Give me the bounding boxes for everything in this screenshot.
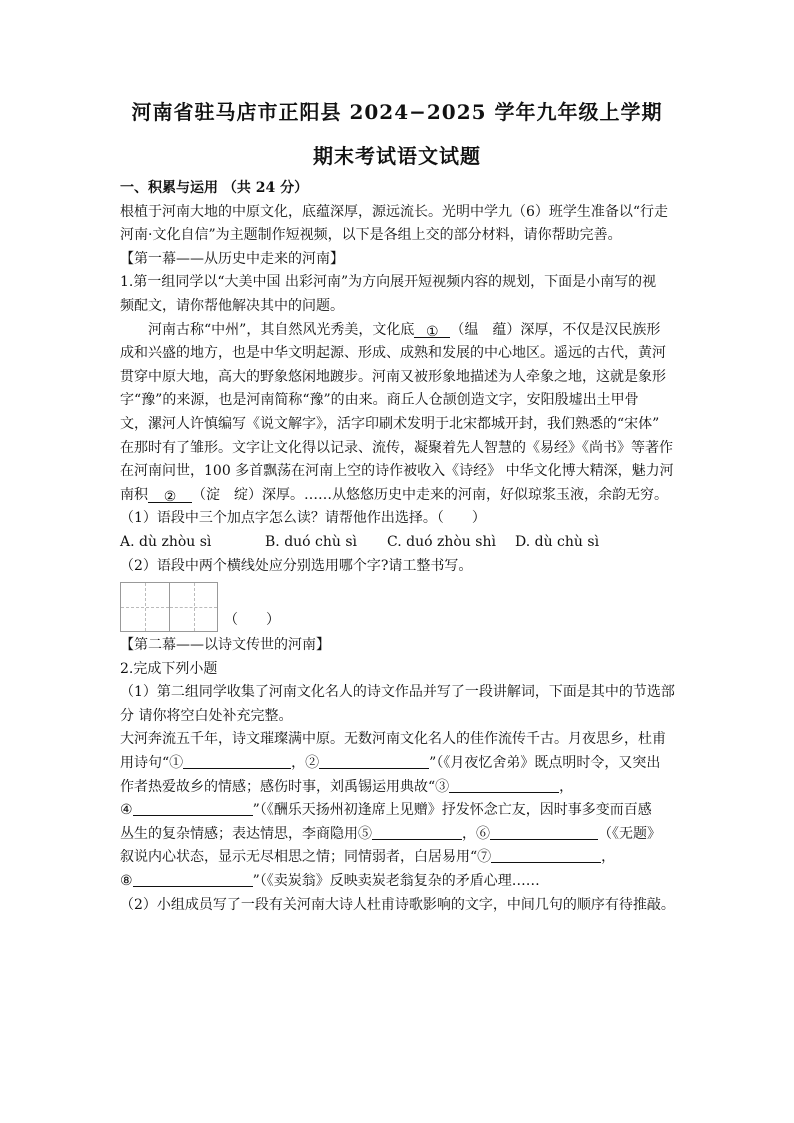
passage-line: 字“豫”的来源，也是河南简称“豫”的由来。商丘人仓颉创造文字，安阳殷墟出土甲骨 — [120, 392, 639, 409]
section-heading: 一、积累与运用 （共 24 分） — [120, 180, 309, 196]
question-line: 2.完成下列小题 — [120, 660, 218, 677]
passage-line: 丛生的复杂情感；表达情思，李商隐用⑤ ，⑥ （《无题》 — [120, 823, 676, 847]
passage-line: 贯穿中原大地，高大的野象悠闲地踱步。河南又被形象地描述为人牵象之地，这就是象形 — [120, 368, 666, 385]
exam-title-line2: 期末考试语文试题 — [313, 144, 481, 168]
option-a[interactable]: A. dù zhòu sì — [120, 533, 212, 550]
passage-line: 南积 ② （淀 绽）深厚。……从悠悠历史中走来的河南，好似琼浆玉液，余韵无穷。 — [120, 486, 668, 505]
writing-cell[interactable] — [121, 583, 169, 631]
question-line: （2）小组成员写了一段有关河南大诗人杜甫诗歌影响的文字，中间几句的顺序有待推敲。 — [120, 896, 675, 913]
exam-body — [120, 177, 676, 917]
blank-1[interactable]: ① — [414, 321, 450, 338]
passage-line: 在河南问世，100 多首飘荡在河南上空的诗作被收入《诗经》 中华文化博大精深，魅力河 — [120, 463, 674, 480]
blank-poem-7[interactable] — [491, 846, 601, 863]
passage-line: ⑧ ”（《卖炭翁》反映卖炭老翁复杂的矛盾心理…… — [120, 870, 676, 894]
blank-poem-2[interactable] — [319, 752, 429, 769]
option-d[interactable]: D. dù chù sì — [515, 533, 600, 550]
answer-paren[interactable]: （ ） — [224, 611, 280, 628]
blank-poem-6[interactable] — [490, 823, 598, 840]
question-line: 频配文，请你帮他解决其中的问题。 — [120, 297, 344, 314]
blank-2[interactable]: ② — [148, 486, 192, 503]
sub-question-1: （1）语段中三个加点字怎么读？请帮他作出选择。（ ） — [120, 510, 486, 527]
passage-line: 在那时有了雏形。文字让文化得以记录、流传，凝聚着先人智慧的《易经》《尚书》等著作 — [120, 439, 673, 456]
intro-line: 河南·文化自信”为主题制作短视频，以下是各组上交的部分材料，请你帮助完善。 — [120, 227, 622, 244]
passage-line: 大河奔流五千年，诗文璀璨满中原。无数河南文化名人的佳作流传千古。月夜思乡，杜甫 — [120, 731, 666, 748]
writing-grid[interactable] — [120, 582, 218, 632]
passage-line: 用诗句“① ，② ”（《月夜忆舍弟》既点明时令，又突出 — [120, 752, 676, 776]
blank-poem-8[interactable] — [133, 870, 253, 887]
passage-line: 文，漯河人许慎编写《说文解字》，活字印刷术发明于北宋都城开封，我们熟悉的“宋体” — [120, 415, 660, 432]
passage-line: 作者热爱故乡的情感；感伤时事，刘禹锡运用典故“③ ， — [120, 776, 676, 800]
intro-line: 根植于河南大地的中原文化，底蕴深厚，源远流长。光明中学九（6）班学生准备以“行走 — [120, 203, 669, 220]
passage-line: 河南古称“中州”，其自然风光秀美，文化底 ① （缊 蕴）深厚，不仅是汉民族形 — [148, 321, 661, 340]
options-row — [120, 531, 676, 555]
sub-question-2: （2）语段中两个横线处应分别选用哪个字?请工整书写。 — [120, 557, 473, 574]
question-line: 分 请你将空白处补充完整。 — [120, 707, 293, 724]
blank-poem-3[interactable] — [449, 776, 559, 793]
option-c[interactable]: C. duó zhòu shì — [387, 533, 496, 550]
question-line: 1.第一组同学以“大美中国 出彩河南”为方向展开短视频内容的规划，下面是小南写的视 — [120, 274, 657, 291]
blank-poem-4[interactable] — [133, 799, 253, 816]
question-line: （1）第二组同学收集了河南文化名人的诗文作品并写了一段讲解词，下面是其中的节选部 — [120, 684, 675, 701]
act-heading: 【第一幕——从历史中走来的河南】 — [120, 250, 344, 267]
passage-line: 成和兴盛的地方，也是中华文明起源、形成、成熟和发展的中心地区。遥远的古代，黄河 — [120, 345, 666, 362]
passage-line: ④ ”（《酬乐天扬州初逢席上见赠》抒发怀念亡友，因时事多变而百感 — [120, 799, 676, 823]
passage-line: 叙说内心状态，显示无尽相思之情；同情弱者，白居易用“⑦ ， — [120, 846, 676, 870]
writing-grid-row — [120, 580, 676, 632]
option-b[interactable]: B. duó chù sì — [265, 533, 358, 550]
exam-title-line1: 河南省驻马店市正阳县 2024−2025 学年九年级上学期 — [131, 100, 663, 124]
blank-poem-5[interactable] — [372, 823, 462, 840]
act-heading: 【第二幕——以诗文传世的河南】 — [120, 637, 330, 654]
blank-poem-1[interactable] — [183, 752, 291, 769]
writing-cell[interactable] — [169, 583, 217, 631]
